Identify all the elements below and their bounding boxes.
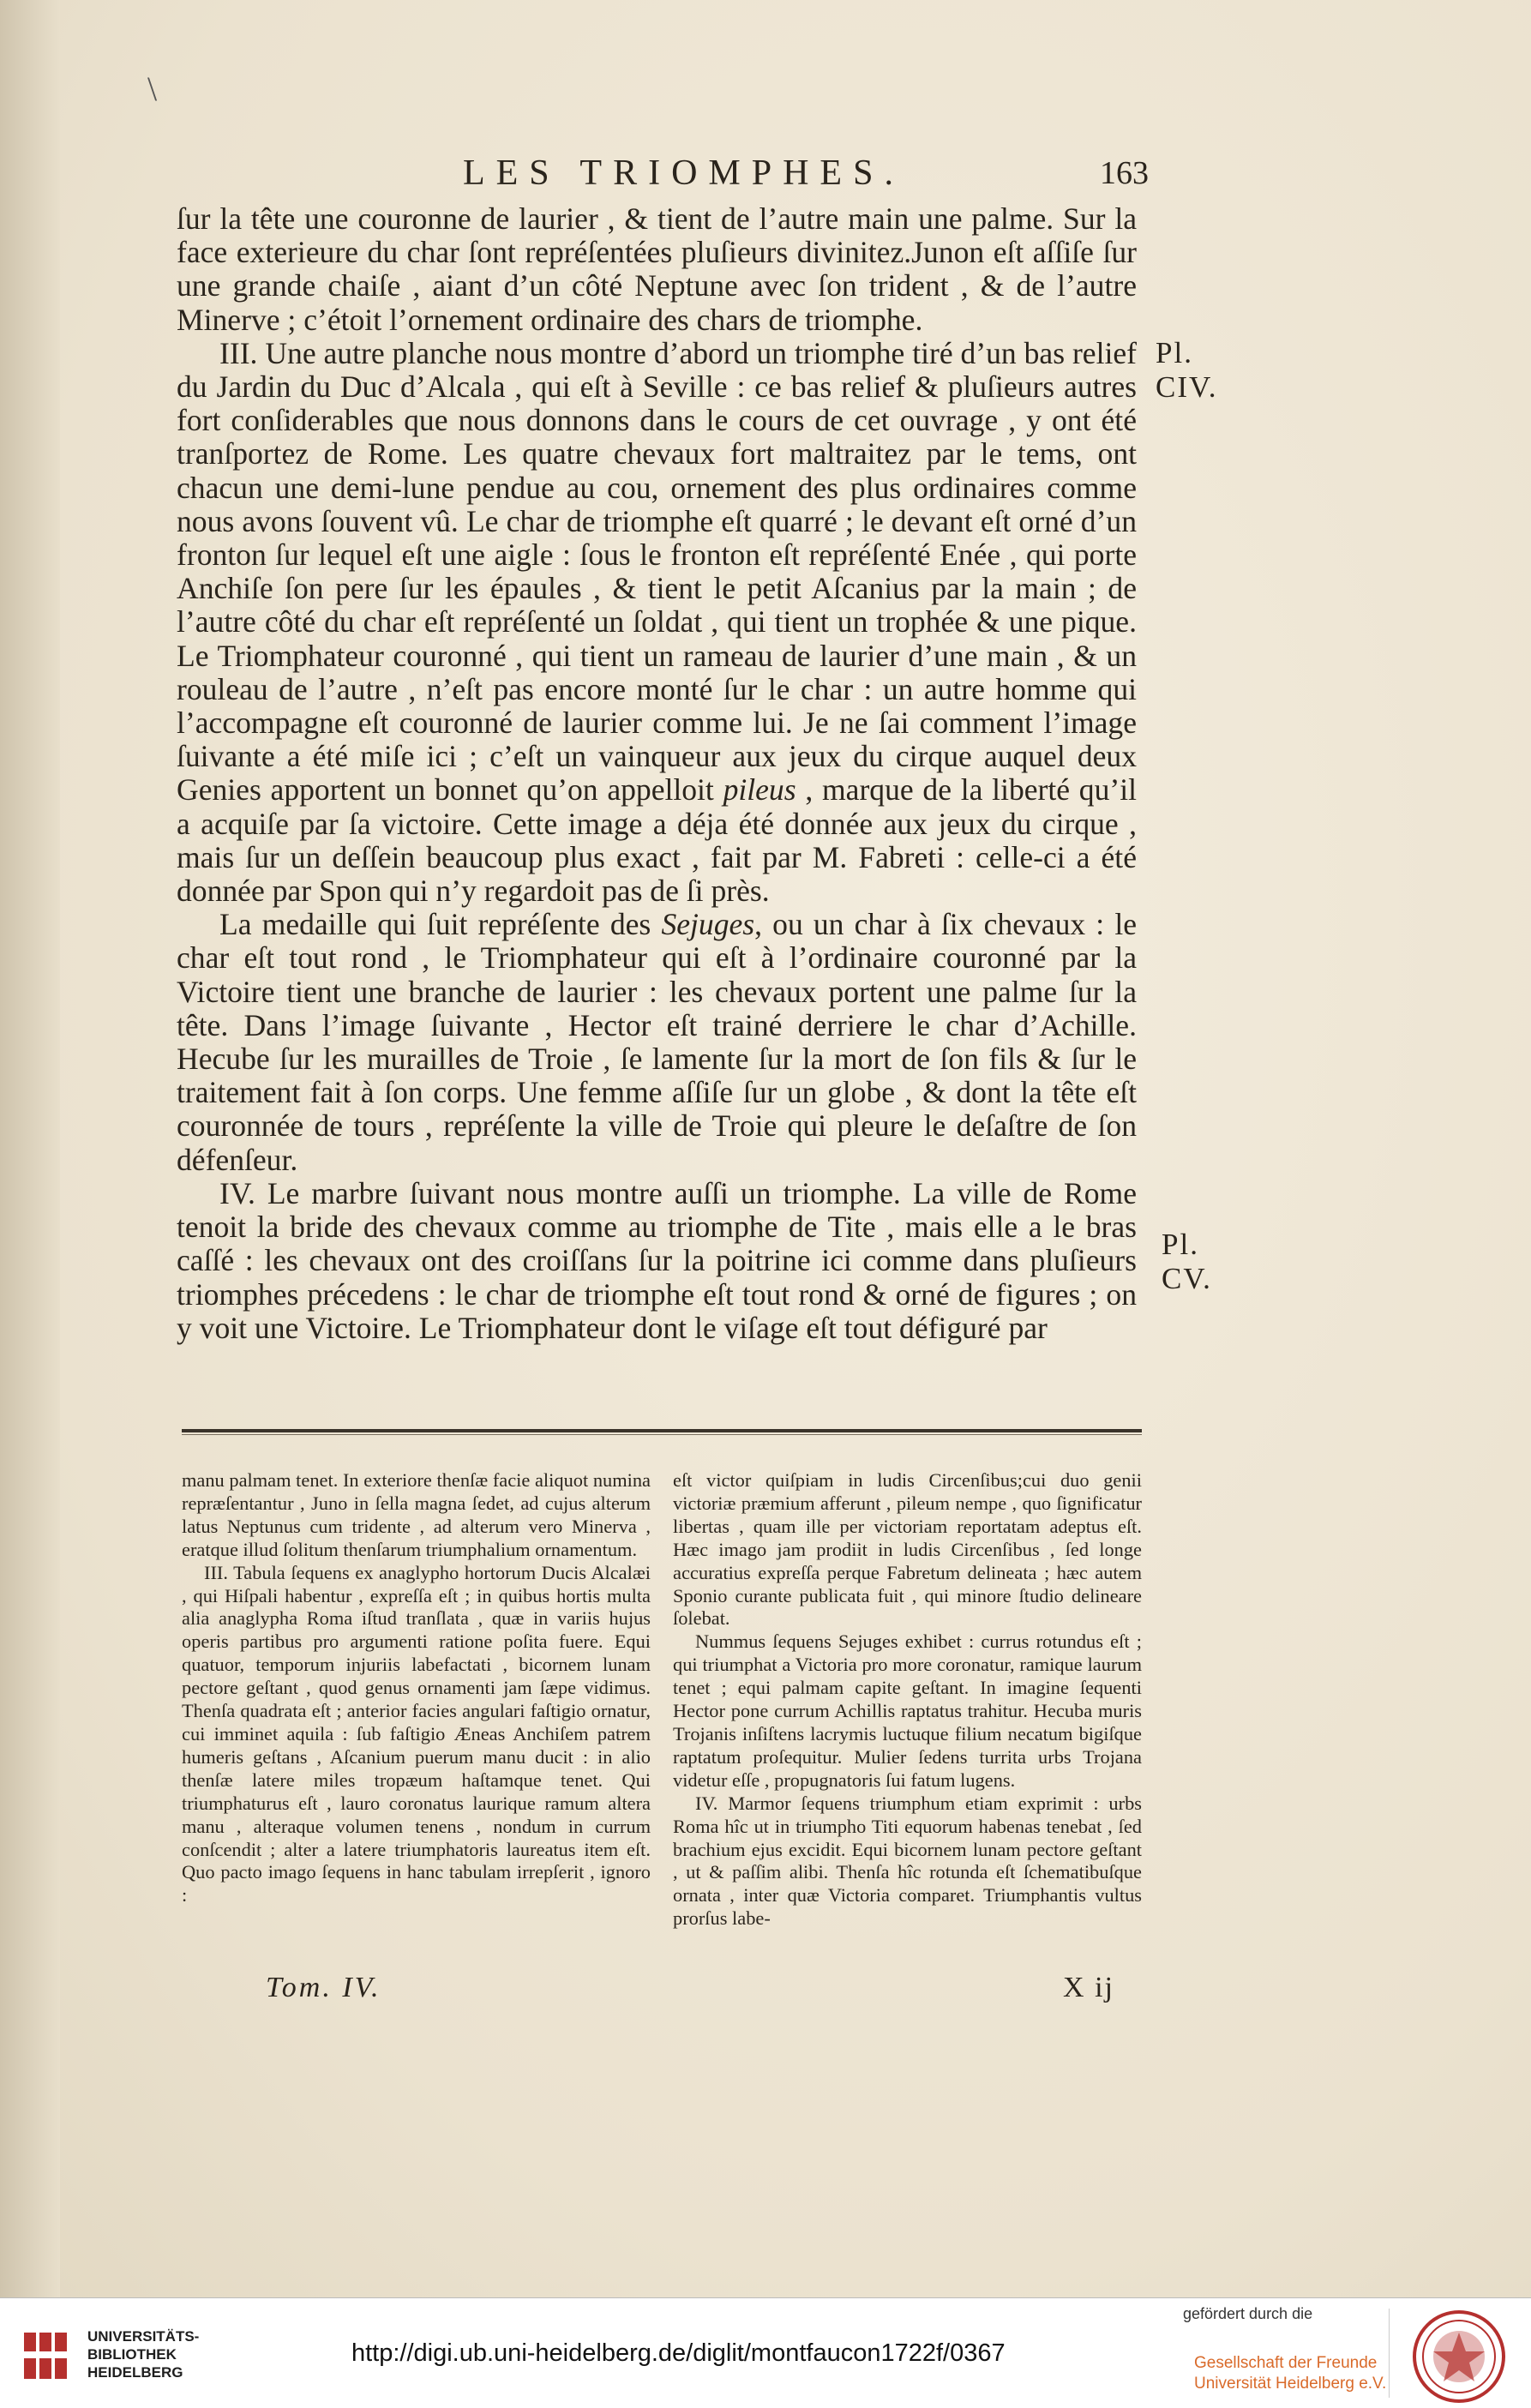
- margin-note-pl: Pl.: [1156, 336, 1193, 369]
- footnotes: [182, 1469, 1142, 1931]
- footer-divider: [1389, 2309, 1390, 2398]
- funded-by-label: gefördert durch die: [1183, 2305, 1313, 2322]
- signature-line: [182, 1972, 1142, 2015]
- footnote-paragraph: Nummus ſequens Sejuges exhibet : currus rotundus eſt ; qui triumphat a Victoria pro more coronatur, ramique laurum tenet ; equi palmam capite geſtant. In imagine ſequenti Hector pone currum Achillis raptatus trahitur. Hecuba muris Trojanis inſiſtens lacrymis luctuque filium necatum bigiſque raptatum proſequitur. Mulier ſedens turrita urbs Trojana videtur eſſe , propugnatoris ſui fatum lugens.: [673, 1630, 1142, 1791]
- footnote-rule-thin: [182, 1434, 1142, 1435]
- paragraph-2-text: III. Une autre planche nous montre d’abord un triomphe tiré d’un bas relief du Jardin du Duc d’Alcala , qui eſt à Seville : ce bas relief & pluſieurs autres fort conſiderables que nous donnons dans le cours de cet ouvrage , y ont été tranſportez de Rome. Les quatre chevaux fort maltraitez par le tems, ont chacun une demi-lune pendue au cou, ornement des plus ordinaires comme nous avons ſouvent vû. Le char de triomphe eſt quarré ; le devant eſt orné d’un fronton ſur lequel eſt une aigle : ſous le fronton eſt repréſenté Enée , qui porte Anchiſe ſon pere ſur les épaules , & tient le petit Aſcanius par la main ; de l’autre côté du char eſt repréſenté un ſoldat , qui tient un trophée & une pique. Le Triomphateur couronné , qui tient un rameau de laurier d’une main , & un rouleau de l’autre , n’eſt pas encore monté ſur le char : un autre homme qui l’accompagne eſt couronné de laurier comme lui. Je ne ſai comment l’image ſuivante a été miſe ici ; c’eſt un vainqueur aux jeux du cirque auquel deux Genies apportent un bonnet qu’on appelloit: [177, 335, 1137, 808]
- library-name-line: HEIDELBERG: [87, 2364, 183, 2381]
- margin-note-plate-number: CV.: [1162, 1262, 1212, 1295]
- library-name: [87, 2327, 199, 2381]
- margin-note-pl-cv: [1162, 1228, 1212, 1296]
- footnote-paragraph: III. Tabula ſequens ex anaglypho hortorum Ducis Alcalæi , qui Hiſpali habentur , expreſſa eſt ; in quibus hortis multa alia anaglypha Roma iſtud tranſlata , quæ in variis hujus operis partibus pro argumenti ratione poſita fuere. Equi quatuor, temporum injuriis labefactati , bicornem lunam pectore geſtant , quod genus ornamenti jam ſæpe vidimus. Thenſa quadrata eſt ; anterior facies angulari faſtigio ornatur, cui imminet aquila : ſub faſtigio Æneas Anchiſem patrem humeris geſtans , Aſcanium puerum manu ducit : in alio thenſæ latere miles tropæum haſtamque tenet. Qui triumphaturus eſt , lauro coronatus laurique ramum altera manu , alteraque volumen tenens , nondum in currum conſcendit ; alter a latere triumphatoris laureatus item eſt. Quo pacto imago ſequens in hanc tabulam irrepſerit , ignoro :: [182, 1561, 651, 1907]
- volume-mark: Tom. IV.: [266, 1972, 381, 2003]
- paragraph-1: ſur la tête une couronne de laurier , & tient de l’autre main une palme. Sur la face exterieure du char ſont repréſentées pluſieurs divinitez.Junon eſt aſſiſe ſur une grande chaiſe , aiant d’un côté Neptune avec ſon trident , & de l’autre Minerve ; c’étoit l’ornement ordinaire des chars de triomphe.: [177, 201, 1137, 337]
- paragraph-4: IV. Le marbre ſuivant nous montre auſſi un triomphe. La ville de Rome tenoit la bride des chevaux comme au triomphe de Tite , mais elle a le bras caſſé : les chevaux ont des croiſſans ſur la poitrine ici comme dans pluſieurs triomphes précedens : le char de triomphe eſt tout rond & orné de figures ; on y voit une Victoire. Le Triomphateur dont le viſage eſt tout défiguré par: [177, 1175, 1137, 1345]
- paragraph-3-start: La medaille qui ſuit repréſente des: [219, 907, 651, 942]
- paragraph-2-italic: pileus: [723, 772, 796, 808]
- library-name-line: BIBLIOTHEK: [87, 2346, 177, 2363]
- paragraph-2-end: , marque de la liberté qu’il a acquiſe par ſa victoire. Cette image a déja été donnée aux jeux du cirque , mais ſur un deſſein beaucoup plus exact , fait par M. Fabreti : celle-ci a été donnée par Spon qui n’y regardoit pas de ſi près.: [177, 772, 1138, 909]
- paragraph-3-italic: Sejuges: [661, 907, 755, 942]
- margin-note-plate-number: CIV.: [1156, 370, 1218, 404]
- footnote-rule: [182, 1429, 1142, 1432]
- library-name-line: UNIVERSITÄTS-: [87, 2328, 200, 2345]
- margin-note-pl-civ: [1156, 336, 1218, 405]
- paragraph-2: [177, 337, 1137, 908]
- footnote-paragraph: eſt victor quiſpiam in ludis Circenſibus;cui duo genii victoriæ præmium afferunt , pileum nempe , quo ſignificatur libertas , quam ille per victoriam reportatam adeptus eſt. Hæc imago jam prodiit in ludis Circenſibus , ſed longe accuratius expreſſa perque Fabretum delineata ; hæc autem Sponio curante publicata fuit , qui minore ſtudio delineare ſolebat.: [673, 1469, 1142, 1630]
- running-title: LES TRIOMPHES.: [463, 153, 904, 193]
- permalink-url[interactable]: http://digi.ub.uni-heidelberg.de/diglit/montfaucon1722f/0367: [351, 2339, 1006, 2367]
- binding-gutter: [0, 0, 60, 2297]
- signature-mark: X ij: [1063, 1972, 1114, 2003]
- footnote-paragraph: manu palmam tenet. In exteriore thenſæ facie aliquot numina repræſentantur , Juno in ſella magna ſedet, ad cujus alterum latus Neptunus cum tridente , ad alterum vero Minerva , eratque illud ſolitum thenſarum triumphalium ornamentum.: [182, 1469, 651, 1560]
- footnote-paragraph: IV. Marmor ſequens triumphum etiam exprimit : urbs Roma hîc ut in triumpho Titi equorum habenas tenebat , ſed brachium ejus excidit. Equi bicornem lunam pectore geſtant , ut & paſſim alibi. Thenſa hîc rotunda eſt ſchematibuſque ornata , inter quæ Victoria comparet. Triumphantis vultus prorſus labe-: [673, 1792, 1142, 1930]
- running-head: [171, 153, 1149, 204]
- society-name[interactable]: [1194, 2353, 1386, 2394]
- paragraph-3: [177, 908, 1137, 1177]
- paragraph-3-end: , ou un char à ſix chevaux : le char eſt tout rond , le Triomphateur qui eſt à l’ordinaire couronné par la Victoire tient une branche de laurier : les chevaux portent une palme ſur la tête. Dans l’image ſuivante , Hector eſt trainé derriere le char d’Achille. Hecube ſur les murailles de Troie , ſe lamente ſur la mort de ſon fils & ſur le traitement fait à ſon corps. Une femme aſſiſe ſur un globe , & dont la tête eſt couronnée de tours , repréſente la ville de Troie qui pleure le deſaſtre de ſon défenſeur.: [177, 907, 1137, 1177]
- viewer-footer: [0, 2297, 1531, 2408]
- footnote-column-left: [182, 1469, 651, 1931]
- margin-note-pl: Pl.: [1162, 1228, 1199, 1261]
- university-seal-icon: [1411, 2309, 1507, 2405]
- stray-mark: \: [147, 69, 158, 108]
- page-number: 163: [1100, 155, 1149, 191]
- society-name-line: Universität Heidelberg e.V.: [1194, 2375, 1387, 2393]
- main-text: [177, 202, 1137, 1345]
- library-logo-icon: [21, 2327, 81, 2384]
- footnote-column-right: [673, 1469, 1142, 1931]
- society-name-line: Gesellschaft der Freunde: [1194, 2354, 1378, 2372]
